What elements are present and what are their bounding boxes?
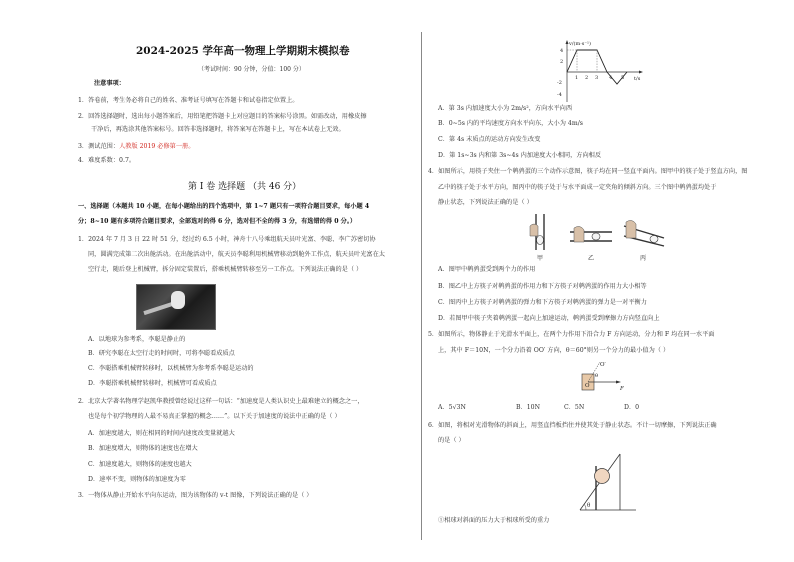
- q4-option-a: A．图甲中鹌鹑蛋受到两个力的作用: [438, 266, 536, 273]
- q5-option-c: C．5N: [564, 404, 585, 411]
- section-intro-1: 一、选择题（本题共 10 小题，在每小题给出的四个选项中，第 1~7 题只有一项符合题目要求，每小题 4: [78, 203, 370, 210]
- notes-heading: 注意事项：: [94, 80, 125, 87]
- q3-option-b: B．0~5s 内的平均速度方向水平向东，大小为 4m/s: [438, 120, 583, 127]
- fig-label-yi: 乙: [588, 255, 595, 262]
- force-label-oprime: O′: [600, 362, 606, 368]
- q1-line-3: 空行走，随后登上机械臂，拆分固定装置后，搭乘机械臂转移至另一工作点。下列说法正确的是（ ）: [88, 266, 363, 273]
- vt-ytick-m2: -2: [557, 80, 562, 86]
- force-label-o: O: [585, 383, 590, 389]
- q3-option-c: C．第 4s 末质点的运动方向发生改变: [438, 136, 541, 143]
- q5-option-b: B．10N: [516, 404, 541, 411]
- q4-line-1: 4．如图所示，用筷子夹住一个鹌鹑蛋的三个动作示意图，筷子均在同一竖直平面内。图甲中的筷子处于竖直方向，图: [428, 168, 748, 175]
- exam-title: 2024-2025 学年高一物理上学期期末模拟卷: [136, 45, 350, 57]
- vt-ylabel: v/(m·s⁻¹): [569, 41, 591, 47]
- q2-option-a: A．加速度越大，则在相同的时间内速度改变量就越大: [88, 430, 235, 437]
- q1-option-a: A．以地球为参考系，李聪是静止的: [88, 336, 186, 343]
- vt-xtick-2: 2: [585, 75, 589, 81]
- q5-line-1: 5．如图所示，物体静止于光滑水平面上，在两个力作用下沿合力 F 方向运动，分力和 F 均在同一水平面: [428, 331, 715, 338]
- q1-line-2: 同，圆满完成第二次出舱活动。在出舱活动中，航天员李聪利用机械臂移动到舱外工作点，航天员叶光富在太: [88, 251, 385, 258]
- note-3-scope: 人教版 2019 必修第一册。: [119, 143, 195, 150]
- note-3-prefix: 3．测试范围：: [78, 143, 120, 150]
- vt-ytick-2: 2: [560, 59, 564, 65]
- q4-line-2: 乙中的筷子处于水平方向，图丙中的筷子处于与水平面成一定夹角的倾斜方向。三个图中鹌鹑蛋均处于: [438, 184, 717, 191]
- q3-option-d: D．第 1s~3s 内和第 3s~4s 内加速度大小相同，方向相反: [438, 152, 602, 159]
- astronaut-shape: [171, 291, 185, 309]
- q2-line-2: 也是每个初学物理的人最不易真正掌握的概念……”。以下关于加速度的说法中正确的是（ ）: [88, 413, 341, 420]
- note-2b: 干净后，再选涂其他答案标号。回答非选择题时，将答案写在答题卡上，写在本试卷上无效。: [91, 126, 345, 133]
- q2-option-c: C．加速度越大，则物体的速度也越大: [88, 461, 192, 468]
- q1-option-c: C．李聪搭乘机械臂转移时，以机械臂为参考系李聪是运动的: [88, 365, 254, 372]
- q4-option-d: D．若图甲中筷子夹着鹌鹑蛋一起向上加速运动，鹌鹑蛋受到摩擦力方向竖直向上: [438, 315, 660, 322]
- q6-line-1: 6．如图，将相对光滑物体的斜面上，用竖直挡板挡住并使其处于静止状态。不计一切摩擦，下列说法正确: [428, 422, 717, 429]
- q5-option-d: D．0: [624, 404, 640, 411]
- q1-line-1: 1．2024 年 7 月 3 日 22 时 51 分，经过约 6.5 小时，神舟十八号乘组航天员叶光富、李聪、李广苏密切协: [78, 236, 376, 243]
- astronaut-photo: [136, 284, 216, 330]
- q6-statement-1: ①相球对斜面的压力大于相球所受的重力: [438, 517, 550, 524]
- vt-xtick-3: 3: [595, 75, 599, 81]
- q1-option-b: B．研究李聪在太空行走的时间时，可将李聪看成质点: [88, 350, 235, 357]
- incline-label-theta: θ: [587, 503, 591, 509]
- q4-line-3: 静止状态，下列说法正确的是（ ）: [438, 199, 533, 206]
- vt-ytick-m4: -4: [557, 92, 562, 98]
- left-column: [78, 0, 416, 562]
- note-3: [78, 143, 194, 150]
- q1-option-d: D．李聪搭乘机械臂转移时，机械臂可看成质点: [88, 380, 217, 387]
- q5-option-a: A．5√3N: [438, 404, 466, 411]
- chopsticks-figure: [500, 212, 670, 262]
- vt-xtick-1: 1: [575, 75, 579, 81]
- fig-label-jia: 甲: [537, 255, 544, 262]
- q2-option-d: D．速率不变，则物体的加速度为零: [88, 476, 186, 483]
- column-divider: [421, 32, 422, 540]
- vt-xtick-4: 4: [609, 75, 613, 81]
- note-2a: 2．回答选择题时，选出每小题答案后，用铅笔把答题卡上对应题目的答案标号涂黑。如需改动，用橡皮擦: [78, 113, 367, 120]
- vt-ytick-4: 4: [560, 48, 564, 54]
- section-heading: 第 Ⅰ 卷 选择题 （共 46 分）: [188, 182, 302, 192]
- q4-option-b: B．图乙中上方筷子对鹌鹑蛋的作用力和下方筷子对鹌鹑蛋的作用力大小相等: [438, 283, 647, 290]
- q2-option-b: B．加速度增大，则物体的速度也在增大: [88, 445, 198, 452]
- vt-xtick-5: 5: [621, 75, 625, 81]
- q3-option-a: A．第 3s 内加速度大小为 2m/s²，方向水平向西: [438, 105, 573, 112]
- note-1: 1．答卷前，考生务必将自己的姓名、准考证号填写在答题卡和试卷指定位置上。: [78, 97, 299, 104]
- section-intro-2: 分；8~10 题有多项符合题目要求，全部选对的得 6 分，选对但不全的得 3 分，有选错的得 0 分。）: [78, 218, 357, 225]
- force-diagram: [578, 360, 628, 398]
- note-4: 4．难度系数：0.7。: [78, 157, 136, 164]
- q6-line-2: 的是（ ）: [438, 437, 465, 444]
- q3-line-1: 3．一物体从静止开始水平向东运动，图为该物体的 v-t 图像，下列说法正确的是（ ）: [78, 492, 313, 499]
- q2-line-1: 2．北京大学著名物理学赵凯华教授曾经说过这样一句话：“加速度是人类认识史上最难建立的概念之一，: [78, 398, 364, 405]
- q4-option-c: C．图丙中上方筷子对鹌鹑蛋的弹力和下方筷子对鹌鹑蛋的弹力是一对平衡力: [438, 299, 647, 306]
- force-label-f: F: [620, 386, 624, 392]
- q5-line-2: 上，其中 F＝10N，一个分力沿着 OO′ 方向，θ＝60°则另一个分力的最小值为（ ）: [438, 347, 670, 354]
- vt-xlabel: t/s: [634, 76, 641, 82]
- force-label-theta: θ: [595, 373, 599, 379]
- fig-label-bing: 丙: [640, 255, 647, 262]
- exam-subtitle: （考试时间：90 分钟，分值：100 分）: [198, 66, 305, 73]
- incline-figure: [576, 448, 642, 514]
